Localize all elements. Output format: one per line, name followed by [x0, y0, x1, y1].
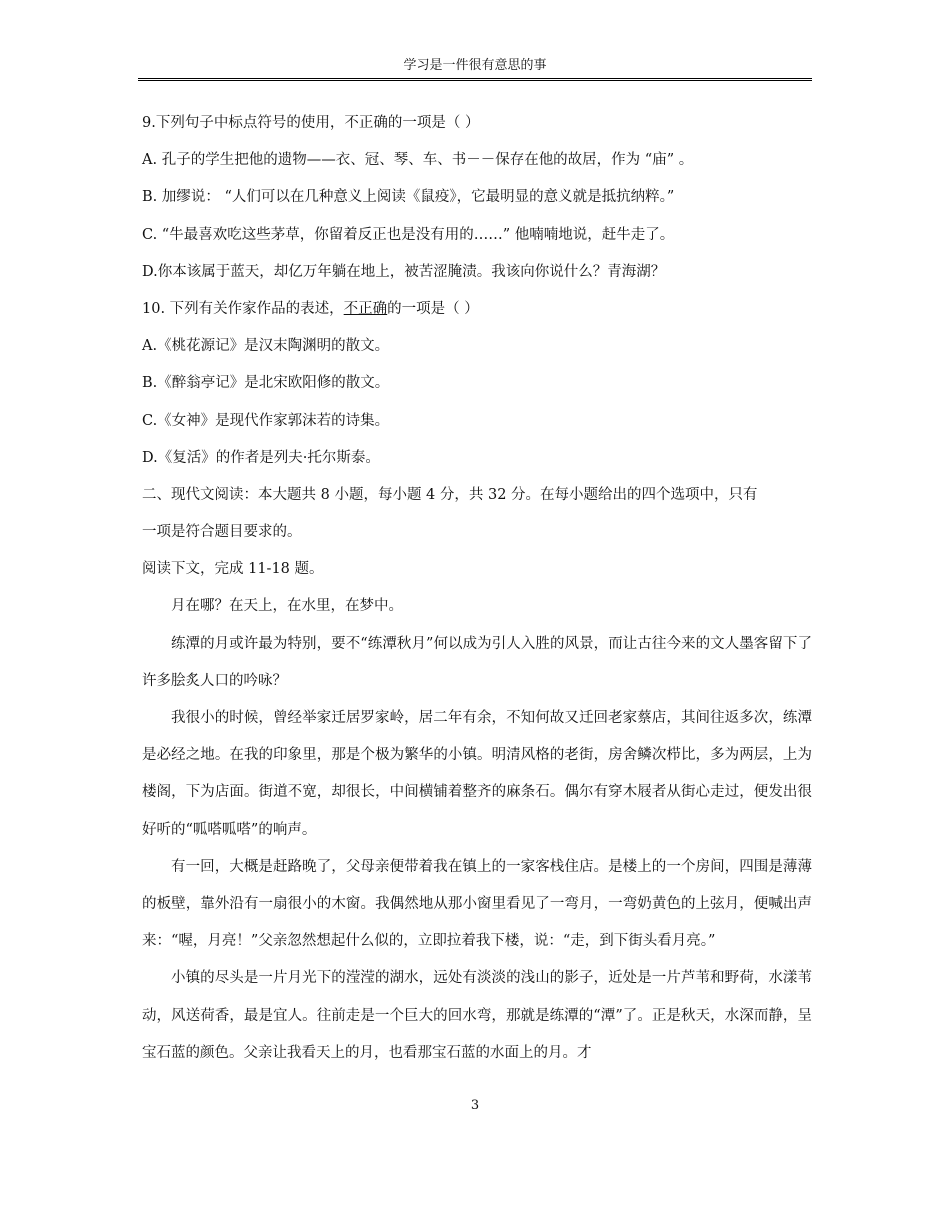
question-10-option-c: C.《女神》是现代作家郭沫若的诗集。: [142, 412, 390, 429]
question-10-option-d: D.《复活》的作者是列夫·托尔斯泰。: [142, 449, 380, 466]
question-9-option-c: C. “牛最喜欢吃这些茅草，你留着反正也是没有用的……” 他喃喃地说，赶牛走了。: [142, 226, 675, 243]
section-2-heading-line-2: 一项是符合题目要求的。: [142, 524, 302, 541]
question-10-stem: [142, 296, 812, 333]
reading-passage: [142, 593, 812, 1077]
question-9-stem: 9.下列句子中标点符号的使用，不正确的一项是（ ）: [142, 115, 480, 131]
section-2-heading-line-1: 二、现代文阅读：本大题共 8 小题，每小题 4 分，共 32 分。在每小题给出的四个选项中，只有: [142, 486, 758, 503]
question-10-option-a: A.《桃花源记》是汉末陶渊明的散文。: [142, 338, 390, 355]
question-9-option-a: A. 孔子的学生把他的遗物——衣、冠、琴、车、书－－保存在他的故居，作为 “庙” 。: [142, 152, 694, 169]
question-10-option-b: B.《醉翁亭记》是北宋欧阳修的散文。: [142, 375, 390, 392]
passage-paragraph-3: 我很小的时候，曾经举家迁居罗家岭，居二年有余，不知何故又迁回老家蔡店，其间往返多次，练潭是必经之地。在我的印象里，那是个极为繁华的小镇。明清风格的老街，房舍鳞次栉比，多为两层，上为楼阁，下为店面。街道不宽，却很长，中间横铺着整齐的麻条石。偶尔有穿木屐者从街心走过，便发出很好听的“呱嗒呱嗒”的响声。: [142, 710, 812, 838]
question-10-stem-underlined: 不正确: [343, 300, 388, 317]
passage-paragraph-1: 月在哪？在天上，在水里，在梦中。: [171, 598, 403, 615]
section-2-instruction: 阅读下文，完成 11-18 题。: [142, 561, 324, 578]
page-number: 3: [470, 1098, 480, 1113]
page-content: [142, 110, 812, 1077]
question-9-option-d: D.你本该属于蓝天，却亿万年躺在地上，被苦涩腌渍。我该向你说什么？青海湖？: [142, 263, 666, 280]
header-title: 学习是一件很有意思的事: [403, 58, 547, 73]
passage-paragraph-2: 练潭的月或许最为特别，要不“练潭秋月”何以成为引人入胜的风景，而让古往今来的文人墨客留下了许多脍炙人口的吟咏？: [142, 635, 812, 689]
question-9-option-b: B. 加缪说： “人们可以在几种意义上阅读《鼠疫》，它最明显的意义就是抵抗纳粹。”: [142, 189, 675, 206]
question-10-stem-pre: 10. 下列有关作家作品的表述，: [142, 300, 344, 317]
question-10-stem-post: 的一项是（ ）: [387, 300, 479, 317]
header-rule: [138, 78, 812, 81]
passage-paragraph-5: 小镇的尽头是一片月光下的滢滢的湖水，远处有淡淡的浅山的影子，近处是一片芦苇和野荷，水漾苇动，风送荷香，最是宜人。往前走是一个巨大的回水弯，那就是练潭的“潭”了。正是秋天，水深而静，呈宝石蓝的颜色。父亲让我看天上的月，也看那宝石蓝的水面上的月。才: [142, 970, 812, 1061]
passage-paragraph-4: 有一回，大概是赶路晚了，父母亲便带着我在镇上的一家客栈住店。是楼上的一个房间，四围是薄薄的板壁，靠外沿有一扇很小的木窗。我偶然地从那小窗里看见了一弯月，一弯奶黄色的上弦月，便喊出声来：“喔，月亮！”父亲忽然想起什么似的，立即拉着我下楼，说：“走，到下街头看月亮。”: [142, 858, 812, 950]
